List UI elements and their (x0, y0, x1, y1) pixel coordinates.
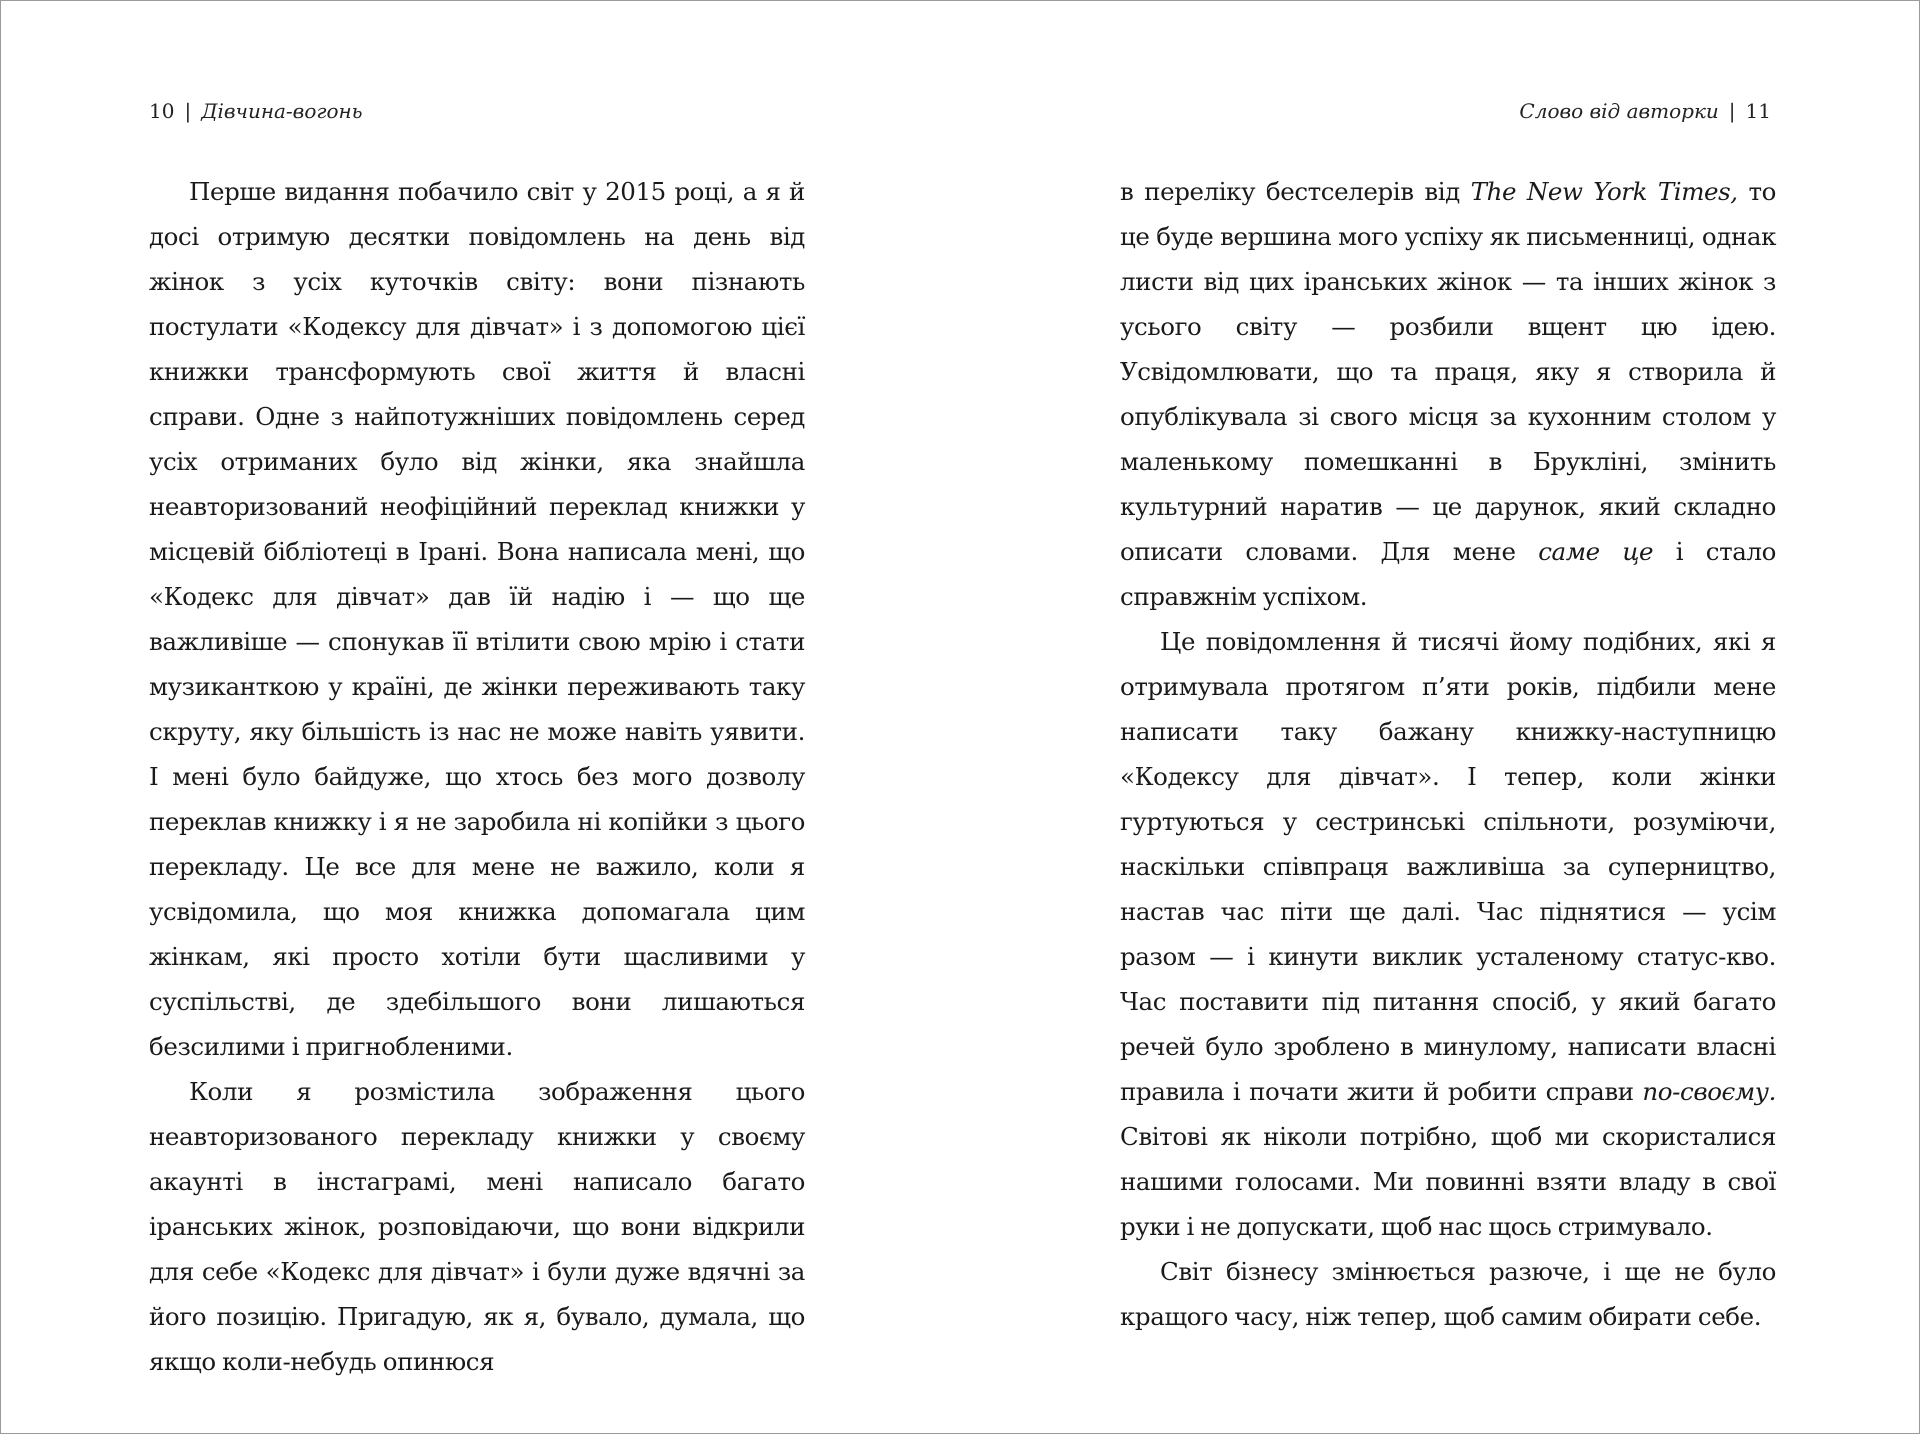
paragraph (149, 1069, 805, 1384)
right-page-number: 11 (1745, 99, 1771, 123)
text-run: і стало справжнім успіхом. (1120, 537, 1776, 611)
header-separator: | (184, 99, 192, 123)
text-run: Світові як ніколи потрібно, щоб ми скористалися нашими голосами. Ми повинні взяти владу в свої руки і не допускати, щоб нас щось стримувало. (1120, 1122, 1776, 1241)
left-page-number: 10 (149, 99, 175, 123)
italic-text: The New York Times, (1470, 177, 1738, 206)
text-run: то це буде вершина мого успіху як письменниці, однак листи від цих іранських жінок — та інших жінок з усього світу — розбили вщент цю ідею. Усвідомлювати, що та праця, яку я створила й опублікувала зі свого місця за кухонним столом у маленькому помешканні в Брукліні, змінить культурний наратив — це дарунок, який складно описати словами. Для мене (1120, 177, 1776, 566)
italic-text: саме це (1538, 537, 1654, 566)
text-run: Це повідомлення й тисячі йому подібних, які я отримувала протягом п’яти років, підбили мене написати таку бажану книжку-наступницю «Кодексу для дівчат». І тепер, коли жінки гуртуються у сестринські спільноти, розуміючи, наскільки співпраця важливіша за суперництво, настав час піти ще далі. Час піднятися — усім разом — і кинути виклик усталеному статус-кво. Час поставити під питання спосіб, у який багато речей було зроблено в минулому, написати власні правила і почати жити й робити справи (1120, 627, 1776, 1106)
right-running-header (1519, 97, 1771, 125)
text-run: Світ бізнесу змінюється разюче, і ще не було кращого часу, ніж тепер, щоб самим обирати себе. (1120, 1257, 1776, 1331)
left-running-header (149, 97, 363, 125)
left-body-text (149, 169, 805, 1384)
chapter-title: Слово від авторки (1519, 99, 1719, 123)
italic-text: по-своєму. (1642, 1077, 1776, 1106)
text-run: Коли я розмістила зображення цього неавторизованого перекладу книжки у своєму акаунті в інстаграмі, мені написало багато іранських жінок, розповідаючи, що вони відкрили для себе «Кодекс для дівчат» і були дуже вдячні за його позицію. Пригадую, як я, бувало, думала, що якщо коли-небудь опинюся (149, 1077, 805, 1376)
right-page (960, 1, 1919, 1433)
left-page (1, 1, 960, 1433)
header-separator: | (1728, 99, 1736, 123)
book-title: Дівчина-вогонь (201, 99, 363, 123)
paragraph (1120, 619, 1776, 1249)
text-run: Перше видання побачило світ у 2015 році, а я й досі отримую десятки повідомлень на день від жінок з усіх куточків світу: вони пізнають постулати «Кодексу для дівчат» і з допомогою цієї книжки трансформують свої життя й власні справи. Одне з найпотужніших повідомлень серед усіх отриманих було від жінки, яка знайшла неавторизований неофіційний переклад книжки у місцевій бібліотеці в Ірані. Вона написала мені, що «Кодекс для дівчат» дав їй надію і — що ще важливіше — спонукав її втілити свою мрію і стати музиканткою у країні, де жінки переживають таку скруту, яку більшість із нас не може навіть уявити. І мені було байдуже, що хтось без мого дозволу переклав книжку і я не заробила ні копійки з цього перекладу. Це все для мене не важило, коли я усвідомила, що моя книжка допомагала цим жінкам, які просто хотіли бути щасливими у суспільстві, де здебільшого вони лишаються безсилими і пригнобленими. (149, 177, 805, 1061)
paragraph (149, 169, 805, 1069)
right-body-text (1120, 169, 1776, 1339)
paragraph (1120, 169, 1776, 619)
text-run: в переліку бестселерів від (1120, 177, 1471, 206)
paragraph (1120, 1249, 1776, 1339)
